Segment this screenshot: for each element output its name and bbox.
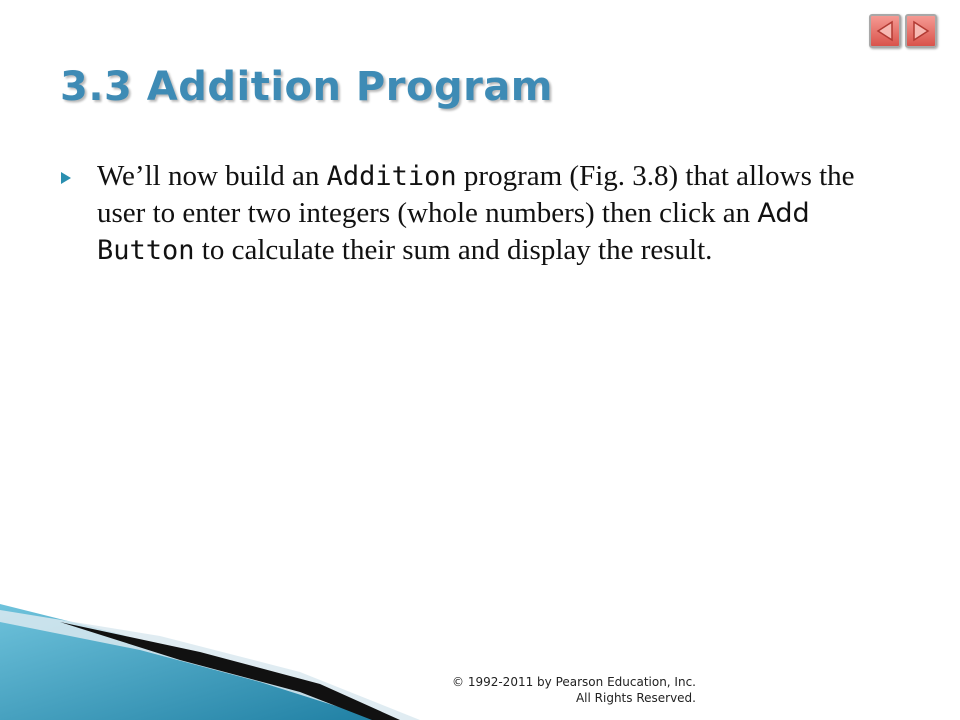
slide-title: 3.3 Addition Program: [60, 64, 553, 110]
right-arrow-icon: [911, 20, 931, 42]
code-addition: Addition: [326, 161, 457, 192]
left-arrow-icon: [875, 20, 895, 42]
code-add: Add: [757, 198, 810, 229]
text-segment: We’ll now build an: [97, 160, 327, 192]
triangle-bullet-icon: [60, 171, 72, 185]
bullet-marker: [60, 158, 97, 269]
next-slide-button[interactable]: [905, 14, 937, 48]
text-segment: program (Fig. 3.8) that allows the user to enter two integers (whole numbers) then click an: [97, 160, 855, 229]
copyright-line: © 1992-2011 by Pearson Education, Inc.: [452, 675, 696, 689]
bullet-item: [60, 158, 880, 269]
slide-navigation: [869, 14, 937, 48]
rights-line: All Rights Reserved.: [575, 691, 696, 705]
bullet-text: [97, 158, 880, 269]
text-segment: to calculate their sum and display the result.: [194, 234, 713, 266]
code-button: Button: [97, 235, 195, 266]
copyright-footer: [452, 674, 696, 706]
previous-slide-button[interactable]: [869, 14, 901, 48]
